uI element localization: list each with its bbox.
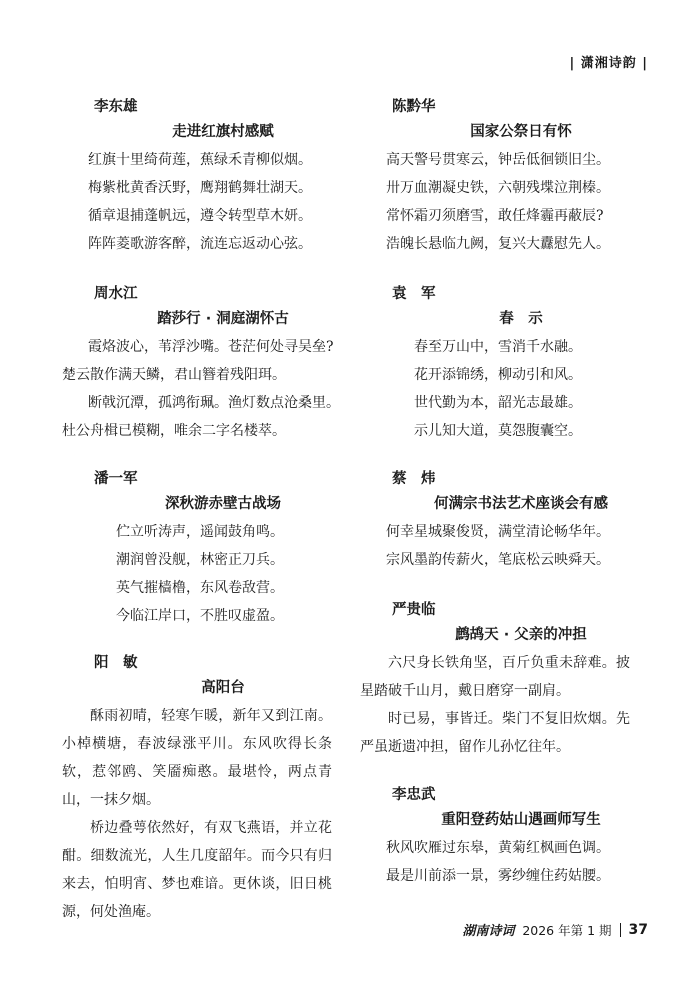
poem-line: 循章退捕蓬帆远，遵令转型草木妍。 [88, 208, 312, 224]
poem-line: 伫立听涛声，遥闻鼓角鸣。 [116, 524, 284, 540]
poem-line: 世代勤为本，韶光志最雄。 [414, 395, 582, 411]
poem-paragraph: 时已易，事皆迁。柴门不复旧炊烟。先严虽逝遗冲担，留作儿孙忆往年。 [360, 711, 630, 755]
poem-paragraph: 酥雨初晴，轻寒乍暖，新年又到江南。小棹横塘，春波绿涨平川。东风吹得长条软，惹邻鸥、笑靥痴憨。最堪怜，两点青山，一抹夕烟。 [62, 708, 332, 808]
poem-line: 英气摧樯橹，东风卷敌营。 [116, 580, 284, 596]
poem-author: 陈黔华 [392, 99, 436, 115]
poem-line: 常怀霜刃须磨雪，敢任烽霾再蔽辰? [386, 208, 604, 224]
poem-line: 春至万山中，雪消千水融。 [414, 339, 582, 355]
poem-author: 周水江 [94, 286, 138, 302]
poem-line: 今临江岸口，不胜叹虚盈。 [116, 608, 284, 624]
poem-yuan-jun [386, 282, 656, 445]
poem-line: 浩魄长悬临九阙，复兴大纛慰先人。 [386, 236, 610, 252]
poem-title: 踏莎行 · 洞庭湖怀古 [157, 311, 289, 327]
poem-author: 严贵临 [392, 602, 436, 618]
poem-line: 卅万血潮凝史铁，六朝残堞泣荆榛。 [386, 180, 610, 196]
issue-label: 2026 年第 1 期 [522, 922, 612, 938]
poem-line: 何幸星城聚俊贤，满堂清论畅华年。 [386, 524, 610, 540]
poem-title: 春 示 [499, 311, 543, 327]
poem-line: 高天警号贯寒云，钟岳低徊锁旧尘。 [386, 152, 610, 168]
poem-author: 潘一军 [94, 471, 138, 487]
poem-line: 示儿知大道，莫怨腹囊空。 [414, 423, 582, 439]
poem-author: 阳 敏 [94, 655, 138, 671]
poem-paragraph: 桥边叠萼依然好，有双飞燕语，并立花酣。细数流光，人生几度韶年。而今只有归来去，怕明宵、梦也难谙。更休谈，旧日桃源，何处渔庵。 [62, 820, 332, 920]
poem-author: 李东雄 [94, 99, 138, 115]
poem-author: 李忠武 [392, 787, 436, 803]
poem-line: 霞烙波心，苇浮沙嘴。苍茫何处寻吴垒? [88, 339, 334, 355]
poem-yang-min [62, 651, 358, 926]
poem-title: 高阳台 [201, 680, 245, 696]
poem-line: 秋风吹雁过东皋，黄菊红枫画色调。 [386, 840, 610, 856]
poem-line: 红旗十里绮荷莲，蕉绿禾青柳似烟。 [88, 152, 312, 168]
poem-title: 重阳登药姑山遇画师写生 [441, 812, 601, 828]
poem-line: 断戟沉潭，孤鸿衔珮。渔灯数点沧桑里。 [88, 395, 340, 411]
poem-title: 走进红旗村感赋 [172, 124, 274, 140]
section-tag: | 潇湘诗韵 | [569, 56, 648, 71]
poem-author: 蔡 炜 [392, 471, 436, 487]
magazine-logo: 湖南诗词 [462, 924, 515, 939]
poem-li-dongxiong [88, 95, 358, 258]
poem-paragraph: 六尺身长铁角坚，百斤负重未辞难。披星踏破千山月，戴日磨穿一副肩。 [360, 655, 630, 699]
poem-line: 阵阵菱歌游客醉，流连忘返动心弦。 [88, 236, 312, 252]
page-footer [462, 920, 648, 939]
poem-author: 袁 军 [392, 286, 436, 302]
poem-line: 梅紫枇黄香沃野，鹰翔鹤舞壮湖天。 [88, 180, 312, 196]
footer-divider [620, 923, 621, 937]
page-number: 37 [628, 921, 648, 938]
poem-chen-qianhua [386, 95, 656, 258]
poem-line: 潮润曾没舰，林密正刀兵。 [116, 552, 284, 568]
poem-title: 国家公祭日有怀 [470, 124, 572, 140]
poem-line: 花开添锦绣，柳动引和风。 [414, 367, 582, 383]
poem-title: 何满宗书法艺术座谈会有感 [434, 496, 608, 512]
poem-li-zhongwu [386, 783, 656, 890]
poem-zhou-shuijiang [62, 282, 358, 445]
poem-line: 宗风墨韵传薪火，笔底松云映舜天。 [386, 552, 610, 568]
poem-title: 深秋游赤壁古战场 [165, 496, 281, 512]
poem-line: 杜公舟楫已模糊，唯余二字名楼萃。 [62, 423, 286, 439]
poem-body [62, 702, 332, 926]
poem-body [360, 649, 630, 761]
poem-line: 最是川前添一景，雾纱缠住药姑腰。 [386, 868, 610, 884]
poem-line: 楚云散作满天鳞，君山簪着残阳珥。 [62, 367, 286, 383]
poem-pan-yijun [88, 467, 358, 630]
poem-title: 鹧鸪天 · 父亲的冲担 [455, 627, 587, 643]
poem-yan-guilin [360, 598, 656, 761]
poem-cai-wei [386, 467, 656, 574]
